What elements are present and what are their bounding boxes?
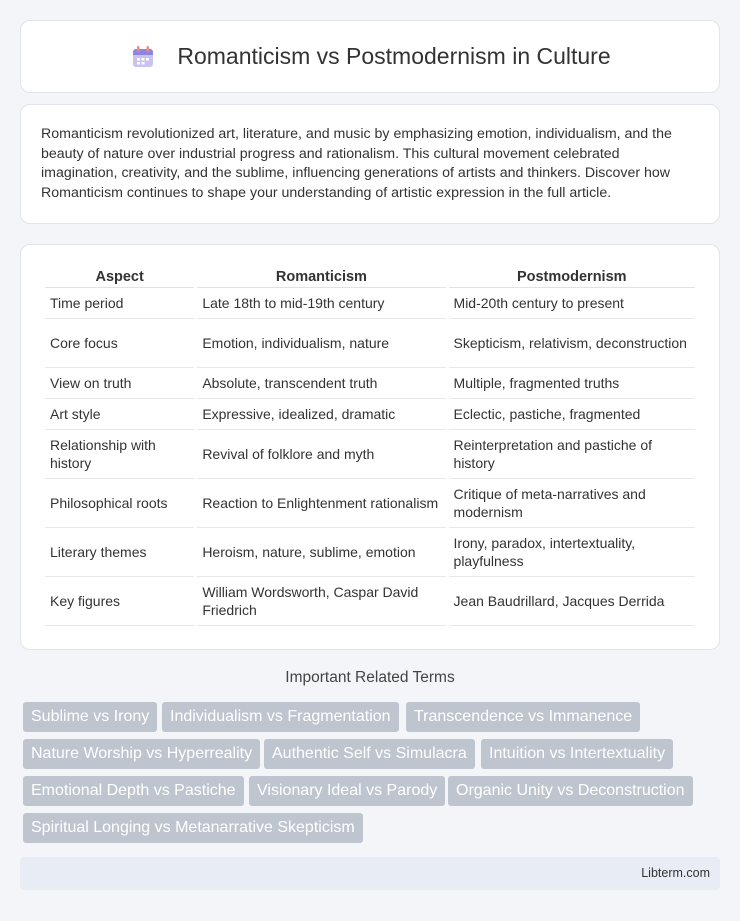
footer (20, 857, 720, 890)
table-cell: Critique of meta-narratives and modernism (449, 479, 695, 528)
table-cell: Jean Baudrillard, Jacques Derrida (449, 577, 695, 626)
calendar-icon (129, 43, 157, 71)
table-row (45, 577, 695, 626)
table-cell: Skepticism, relativism, deconstruction (449, 319, 695, 368)
related-term-tag[interactable]: Emotional Depth vs Pastiche (23, 776, 244, 806)
table-cell: Absolute, transcendent truth (197, 368, 445, 399)
table-cell: Reaction to Enlightenment rationalism (197, 479, 445, 528)
table-cell: Expressive, idealized, dramatic (197, 399, 445, 430)
table-cell: Time period (45, 288, 194, 319)
table-cell: Eclectic, pastiche, fragmented (449, 399, 695, 430)
table-cell: View on truth (45, 368, 194, 399)
table-cell: Art style (45, 399, 194, 430)
related-term-tag[interactable]: Individualism vs Fragmentation (162, 702, 399, 732)
table-cell: Philosophical roots (45, 479, 194, 528)
table-row (45, 319, 695, 368)
comparison-table (42, 263, 698, 626)
related-term-tag[interactable]: Transcendence vs Immanence (406, 702, 640, 732)
related-term-tag[interactable]: Intuition vs Intertextuality (481, 739, 673, 769)
related-term-tag[interactable]: Sublime vs Irony (23, 702, 157, 732)
table-cell: Late 18th to mid-19th century (197, 288, 445, 319)
related-term-tag[interactable]: Organic Unity vs Deconstruction (448, 776, 693, 806)
table-row (45, 528, 695, 577)
related-term-tag[interactable]: Nature Worship vs Hyperreality (23, 739, 260, 769)
table-cell: Core focus (45, 319, 194, 368)
table-cell: Key figures (45, 577, 194, 626)
title-card (20, 20, 720, 93)
intro-card (20, 104, 720, 224)
related-term-tag[interactable]: Spiritual Longing vs Metanarrative Skepticism (23, 813, 363, 843)
intro-text: Romanticism revolutionized art, literature, and music by emphasizing emotion, individualism, and the beauty of nature over industrial progress and rationalism. This cultural movement celebrated imagination, creativity, and the sublime, influencing generations of artists and thinkers. Discover how Romanticism continues to shape your understanding of artistic expression in the full article. (41, 126, 672, 201)
header-aspect: Aspect (45, 263, 194, 288)
page-title: Romanticism vs Postmodernism in Culture (177, 43, 611, 69)
table-cell: Heroism, nature, sublime, emotion (197, 528, 445, 577)
table-cell: Relationship with history (45, 430, 194, 479)
table-row (45, 430, 695, 479)
table-cell: Mid-20th century to present (449, 288, 695, 319)
table-cell: Emotion, individualism, nature (197, 319, 445, 368)
table-row (45, 399, 695, 430)
related-term-tag[interactable]: Visionary Ideal vs Parody (249, 776, 445, 806)
table-cell: Multiple, fragmented truths (449, 368, 695, 399)
table-cell: Revival of folklore and myth (197, 430, 445, 479)
table-header-row (45, 263, 695, 288)
header-postmodernism: Postmodernism (449, 263, 695, 288)
footer-site-link[interactable]: Libterm.com (641, 866, 710, 880)
table-row (45, 368, 695, 399)
comparison-table-card (20, 244, 720, 650)
related-term-tag[interactable]: Authentic Self vs Simulacra (264, 739, 475, 769)
table-row (45, 288, 695, 319)
table-cell: William Wordsworth, Caspar David Friedrich (197, 577, 445, 626)
table-row (45, 479, 695, 528)
table-cell: Reinterpretation and pastiche of history (449, 430, 695, 479)
header-romanticism: Romanticism (197, 263, 445, 288)
table-cell: Irony, paradox, intertextuality, playfulness (449, 528, 695, 577)
table-cell: Literary themes (45, 528, 194, 577)
related-terms-title: Important Related Terms (285, 669, 455, 686)
